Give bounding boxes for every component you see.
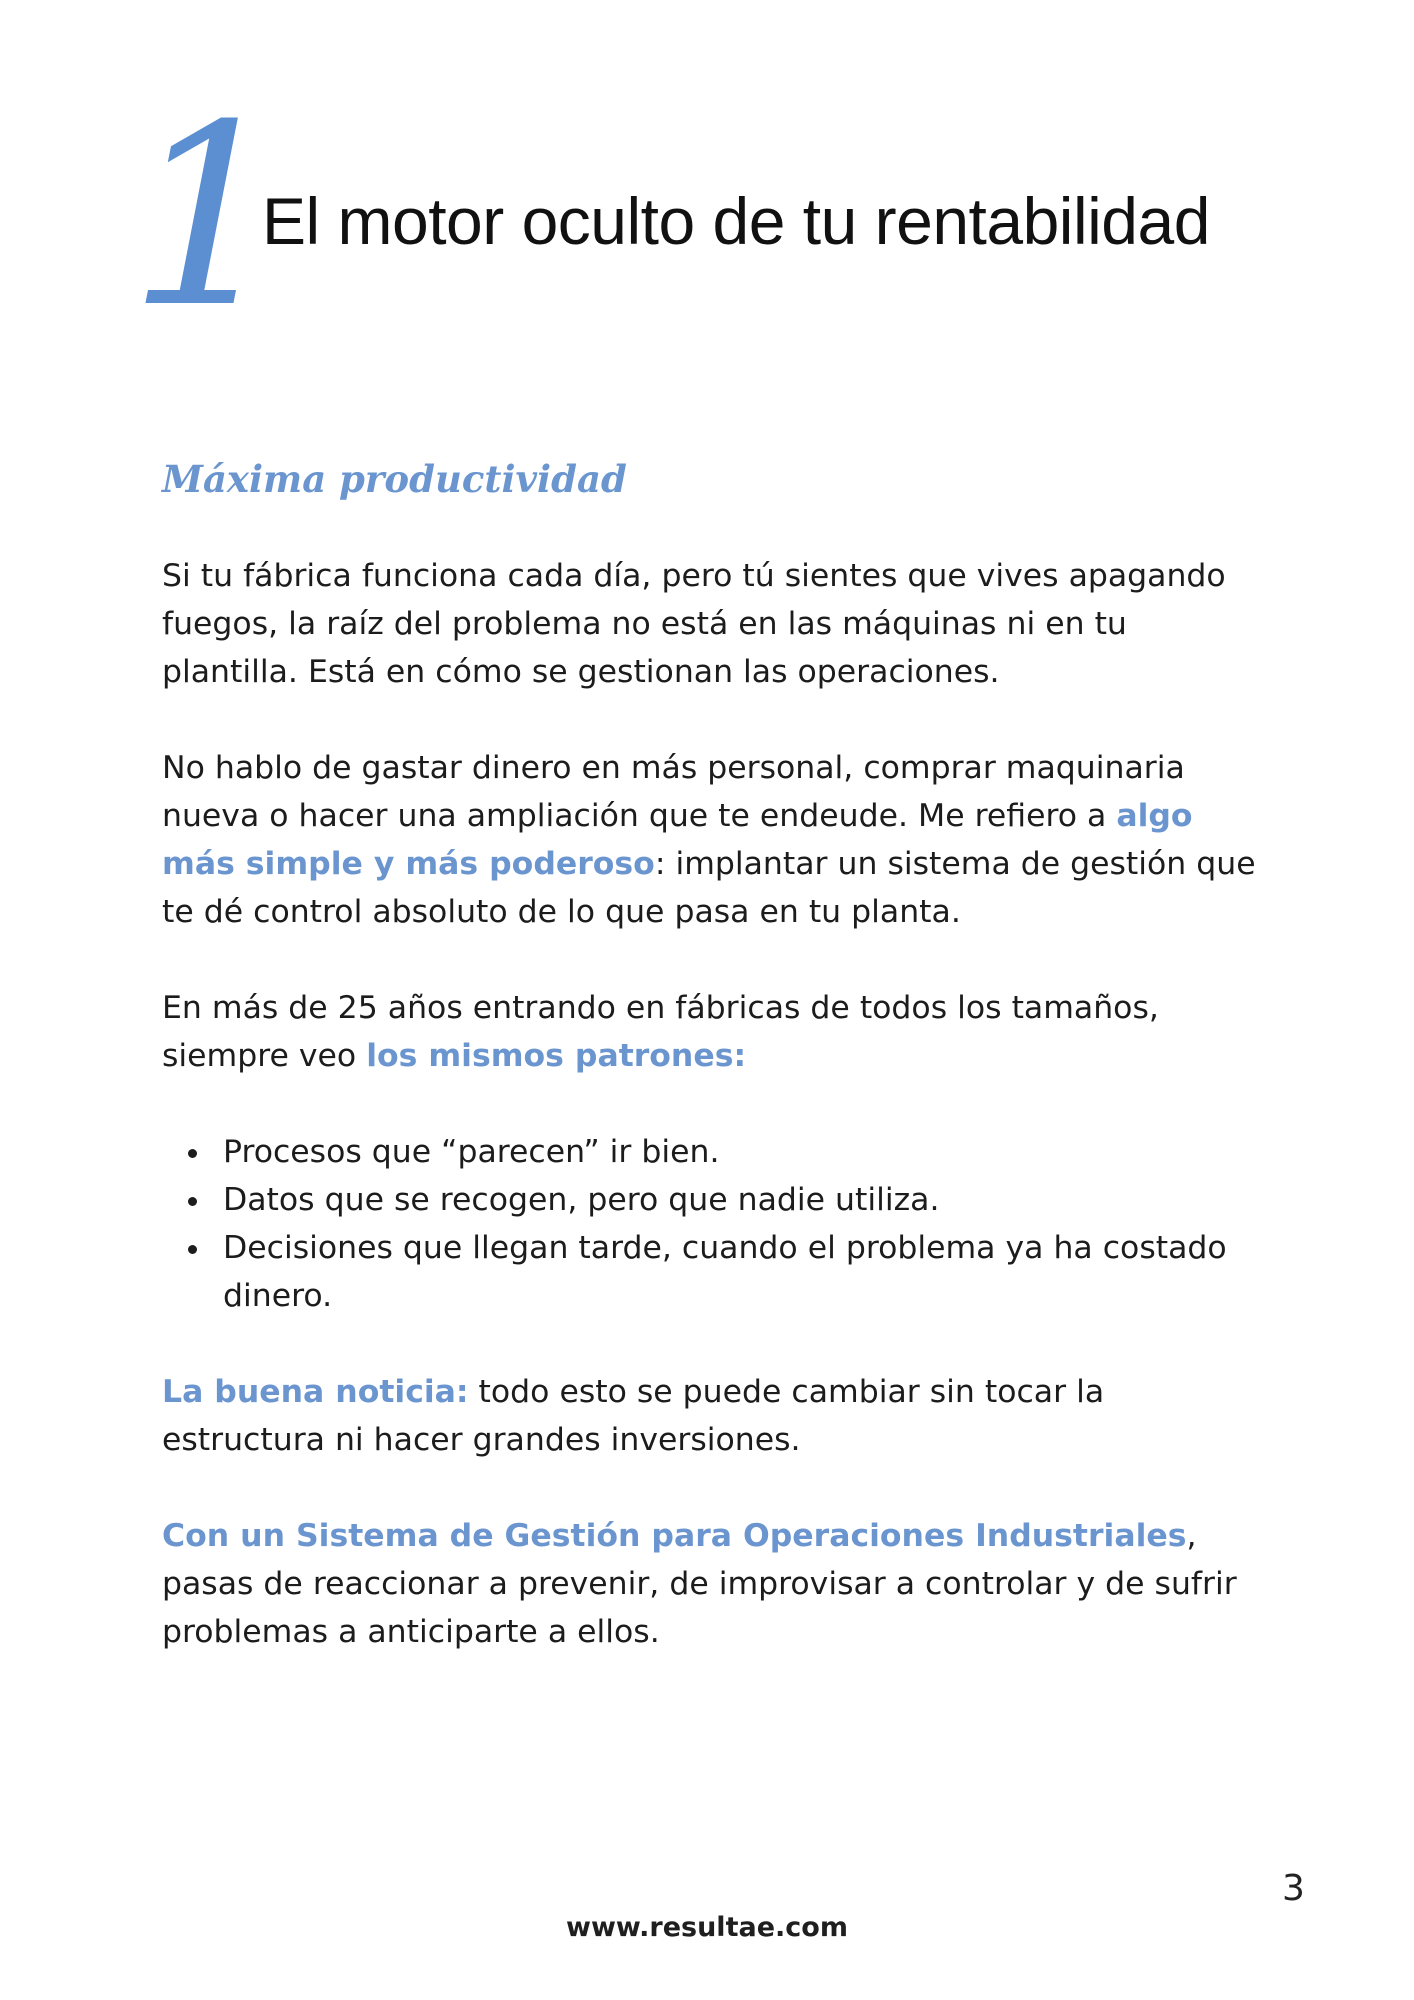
list-item-text: Decisiones que llegan tarde, cuando el problema ya ha costado dinero. — [223, 1230, 1227, 1314]
main-content — [162, 454, 1272, 1656]
paragraph-4-text: todo esto se puede cambiar sin tocar la estructura ni hacer grandes inversiones. — [162, 1374, 1105, 1458]
paragraph-4-highlight: La buena noticia: — [162, 1374, 469, 1410]
paragraph-2-highlight: algo más simple y más poderoso — [162, 798, 1193, 882]
paragraph-2-text-end: : implantar un sistema de gestión que te dé control absoluto de lo que pasa en tu planta. — [162, 846, 1256, 930]
list-item-text: Datos que se recogen, pero que nadie utiliza. — [223, 1182, 940, 1218]
paragraph-4 — [162, 1368, 1272, 1464]
paragraph-3 — [162, 984, 1272, 1080]
paragraph-5 — [162, 1512, 1272, 1656]
bullet-dot-icon — [188, 1149, 197, 1158]
paragraph-2-text-start: No hablo de gastar dinero en más personal, comprar maquinaria nueva o hacer una ampliación que te endeude. Me refiero a — [162, 750, 1185, 834]
paragraph-1: Si tu fábrica funciona cada día, pero tú sientes que vives apagando fuegos, la raíz del problema no está en las máquinas ni en tu plantilla. Está en cómo se gestionan las operaciones. — [162, 558, 1226, 690]
footer-website-link[interactable]: www.resultae.com — [566, 1912, 848, 1943]
chapter-number: 1 — [128, 71, 288, 362]
paragraph-5-highlight: Con un Sistema de Gestión para Operaciones Industriales — [162, 1518, 1187, 1554]
paragraph-2 — [162, 744, 1272, 936]
paragraph-5-text: , pasas de reaccionar a prevenir, de improvisar a controlar y de sufrir problemas a anticiparte a ellos. — [162, 1518, 1237, 1650]
chapter-title: El motor oculto de tu rentabilidad — [262, 184, 1210, 258]
bullet-dot-icon — [188, 1197, 197, 1206]
list-item — [162, 1224, 1272, 1320]
page-number: 3 — [1282, 1868, 1305, 1909]
list-item-text: Procesos que “parecen” ir bien. — [223, 1134, 720, 1170]
list-item — [162, 1128, 1272, 1176]
section-subtitle: Máxima productividad — [162, 457, 627, 501]
paragraph-3-text-start: En más de 25 años entrando en fábricas de todos los tamaños, siempre veo — [162, 990, 1159, 1074]
paragraph-3-highlight: los mismos patrones: — [366, 1038, 747, 1074]
bullet-dot-icon — [188, 1245, 197, 1254]
list-item — [162, 1176, 1272, 1224]
bullet-list — [162, 1128, 1272, 1320]
